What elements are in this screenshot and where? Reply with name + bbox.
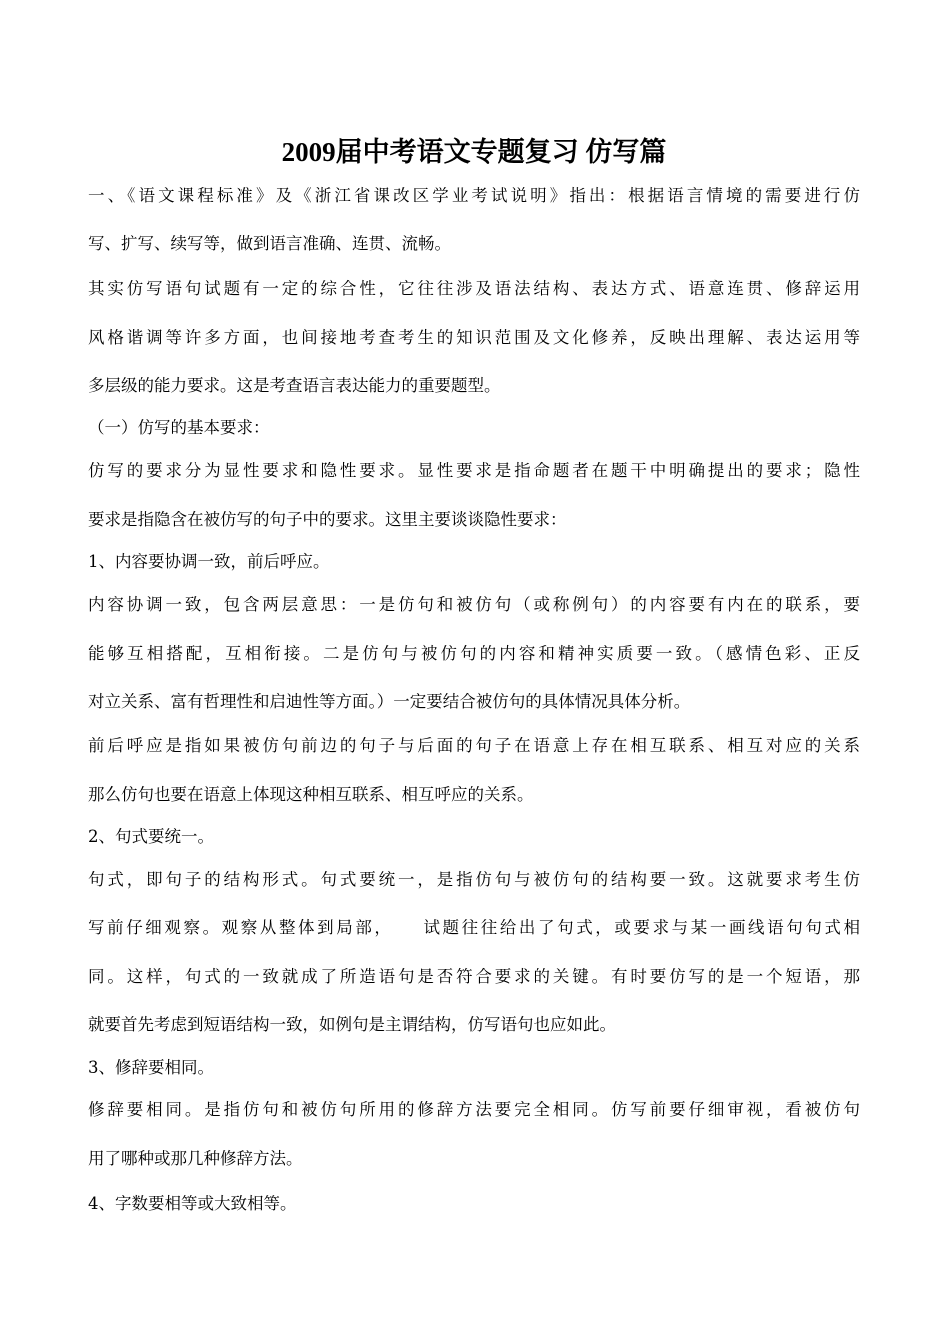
paragraph-line: 修辞要相同。是指仿句和被仿句所用的修辞方法要完全相同。仿写前要仔细审视，看被仿句 (88, 1100, 860, 1119)
document-title: 2009届中考语文专题复习 仿写篇 (281, 137, 667, 167)
paragraph-line: 仿写的要求分为显性要求和隐性要求。显性要求是指命题者在题干中明确提出的要求；隐性 (88, 461, 860, 480)
paragraph-line: 要求是指隐含在被仿写的句子中的要求。这里主要谈谈隐性要求： (88, 510, 567, 529)
paragraph-line: 前后呼应是指如果被仿句前边的句子与后面的句子在语意上存在相互联系、相互对应的关系 (88, 736, 860, 755)
paragraph-line: 写前仔细观察。观察从整体到局部， 试题往往给出了句式，或要求与某一画线语句句式相 (88, 918, 860, 937)
list-item-heading: 2、句式要统一。 (88, 827, 214, 846)
list-item-heading: 3、修辞要相同。 (88, 1058, 214, 1077)
paragraph-line: 写、扩写、续写等，做到语言准确、连贯、流畅。 (88, 234, 451, 253)
list-item-heading: 4、字数要相等或大致相等。 (88, 1194, 297, 1213)
paragraph-line: 风格谐调等许多方面，也间接地考查考生的知识范围及文化修养，反映出理解、表达运用等 (88, 328, 860, 347)
paragraph-line: 就要首先考虑到短语结构一致，如例句是主谓结构，仿写语句也应如此。 (88, 1015, 616, 1034)
paragraph-line: 同。这样，句式的一致就成了所造语句是否符合要求的关键。有时要仿写的是一个短语，那 (88, 967, 860, 986)
paragraph-line: 用了哪种或那几种修辞方法。 (88, 1149, 303, 1168)
paragraph-line: 句式，即句子的结构形式。句式要统一，是指仿句与被仿句的结构要一致。这就要求考生仿 (88, 870, 860, 889)
paragraph-line: 其实仿写语句试题有一定的综合性，它往往涉及语法结构、表达方式、语意连贯、修辞运用 (88, 279, 860, 298)
paragraph-line: 多层级的能力要求。这是考查语言表达能力的重要题型。 (88, 376, 501, 395)
paragraph-line: 对立关系、富有哲理性和启迪性等方面。）一定要结合被仿句的具体情况具体分析。 (88, 692, 691, 711)
paragraph-line: 那么仿句也要在语意上体现这种相互联系、相互呼应的关系。 (88, 785, 534, 804)
paragraph-line: 一、《语文课程标准》及《浙江省课改区学业考试说明》指出：根据语言情境的需要进行仿 (88, 186, 860, 205)
list-item-heading: 1、内容要协调一致，前后呼应。 (88, 552, 330, 571)
paragraph-line: 内容协调一致，包含两层意思：一是仿句和被仿句（或称例句）的内容要有内在的联系，要 (88, 595, 860, 614)
section-heading: （一）仿写的基本要求： (88, 418, 270, 437)
paragraph-line: 能够互相搭配，互相衔接。二是仿句与被仿句的内容和精神实质要一致。（感情色彩、正反 (88, 644, 860, 663)
